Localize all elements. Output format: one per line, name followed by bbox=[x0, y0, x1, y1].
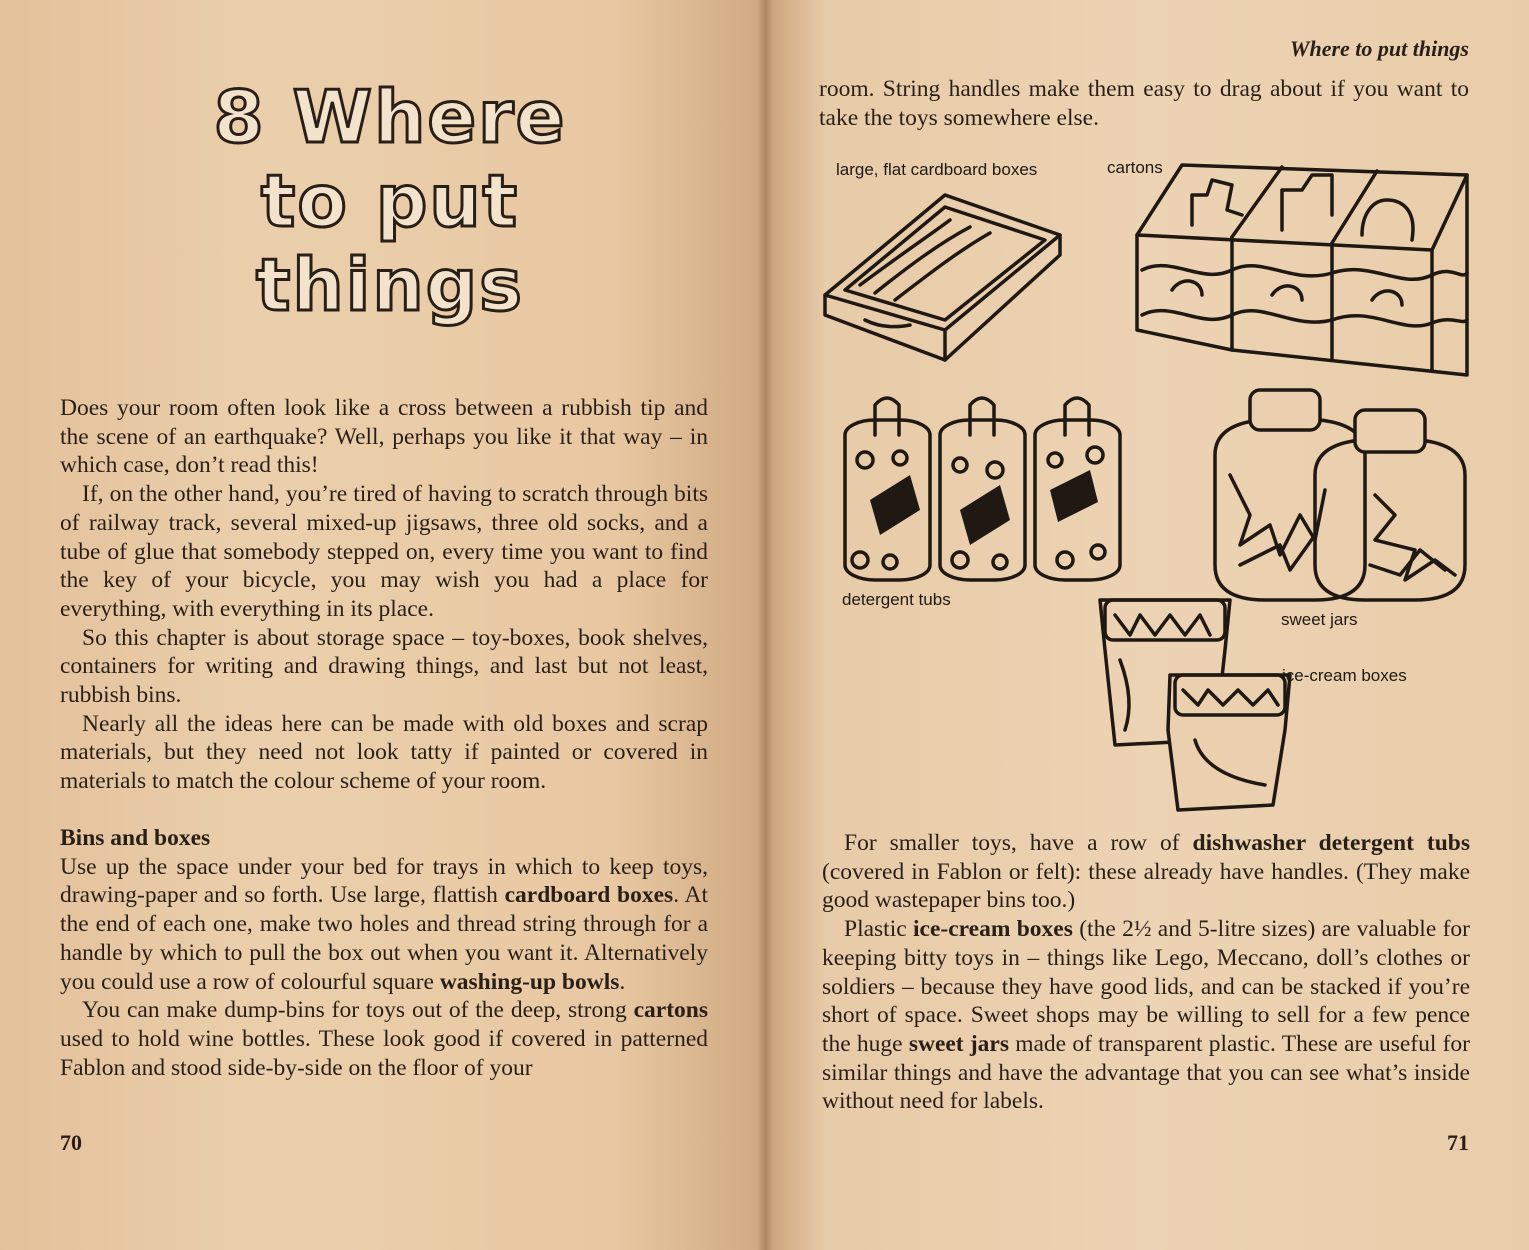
bins-p1-text-a: Use up the space under your bed for trays in which to keep toys, drawing-paper and so forth. Use large, flattish bbox=[60, 853, 708, 909]
bins-p1-bold-a: cardboard boxes bbox=[504, 882, 674, 909]
right-body-text bbox=[822, 829, 1470, 1116]
intro-paragraph-1: Does your room often look like a cross between a rubbish tip and the scene of an earthquake? Well, perhaps you like it that way – in which case, don’t read this! bbox=[60, 395, 708, 479]
bins-p1-text-c: . bbox=[619, 968, 626, 995]
intro-text bbox=[60, 394, 708, 796]
label-detergent-tubs: detergent tubs bbox=[842, 590, 951, 609]
page-number-left: 70 bbox=[60, 1130, 82, 1155]
chapter-title-line2: to put things bbox=[255, 159, 524, 327]
book-spine bbox=[757, 0, 773, 1250]
detergent-text-a: For smaller toys, have a row of bbox=[844, 830, 1193, 856]
sweet-jars-illustration bbox=[1205, 385, 1470, 610]
section-heading: Bins and boxes bbox=[60, 825, 211, 851]
detergent-tubs-illustration bbox=[840, 390, 1130, 590]
bins-p1-bold-b: washing-up bowls bbox=[439, 968, 620, 995]
label-sweet-jars: sweet jars bbox=[1281, 610, 1358, 629]
ice-cream-text-b: (the 2½ and 5-litre sizes) are valuable for keeping bitty toys in – things like Lego, Meccano, doll’s clothes or soldiers – because they have good lids, and can be stacked if you’re short of space. Sweet shops may be willing to sell for a few pence the huge bbox=[822, 916, 1470, 1057]
ice-cream-text-a: Plastic bbox=[844, 916, 913, 943]
continuation-text: room. String handles make them easy to drag about if you want to take the toys somewhere else. bbox=[819, 76, 1469, 131]
ice-cream-text-c: made of transparent plastic. These are useful for similar things and have the advantage that you can see what’s inside without need for labels. bbox=[822, 1030, 1470, 1115]
page-number-right: 71 bbox=[1447, 1130, 1469, 1155]
bins-p1-text-b: . At the end of each one, make two holes and thread string through for a handle by which to pull the box out when you want it. Alternatively you could use a row of colourful square bbox=[60, 882, 708, 995]
ice-cream-paragraph bbox=[822, 915, 1470, 1116]
label-ice-cream-boxes: ice-cream boxes bbox=[1282, 666, 1407, 685]
detergent-bold: dishwasher detergent tubs bbox=[1192, 830, 1470, 856]
bins-paragraph-1 bbox=[60, 853, 708, 997]
bins-p2-bold: cartons bbox=[633, 997, 708, 1024]
cartons-illustration bbox=[1132, 155, 1472, 385]
detergent-text-b: (covered in Fablon or felt): these already have handles. (They make good wastepaper bins too.) bbox=[822, 858, 1470, 914]
cardboard-box-illustration bbox=[820, 185, 1070, 375]
bins-paragraph-2 bbox=[60, 996, 708, 1082]
bins-p2-text-b: used to hold wine bottles. These look good if covered in patterned Fablon and stood side-by-side on the floor of your bbox=[60, 1025, 708, 1081]
bins-section bbox=[60, 824, 708, 1082]
ice-cream-boxes-illustration bbox=[1095, 590, 1295, 815]
chapter-title-line1: 8 Where bbox=[213, 75, 567, 159]
sweet-jars-bold: sweet jars bbox=[908, 1030, 1009, 1057]
running-head: Where to put things bbox=[1289, 36, 1469, 61]
chapter-title bbox=[130, 75, 650, 327]
intro-paragraph-2: If, on the other hand, you’re tired of having to scratch through bits of railway track, several mixed-up jigsaws, three old socks, and a tube of glue that somebody stepped on, every time you want to find the key of your bicycle, you may wish you had a place for everything, with everything in its place. bbox=[60, 481, 708, 622]
ice-cream-bold: ice-cream boxes bbox=[913, 916, 1073, 943]
label-cardboard-boxes: large, flat cardboard boxes bbox=[836, 160, 1038, 179]
bins-p2-text-a: You can make dump-bins for toys out of the deep, strong bbox=[82, 997, 634, 1024]
right-page bbox=[765, 0, 1529, 1250]
intro-paragraph-3: So this chapter is about storage space – toy-boxes, book shelves, containers for writing and drawing things, and last but not least, rubbish bins. bbox=[60, 624, 708, 709]
label-cartons: cartons bbox=[1107, 158, 1163, 177]
intro-paragraph-4: Nearly all the ideas here can be made with old boxes and scrap materials, but they need not look tatty if painted or covered in materials to match the colour scheme of your room. bbox=[60, 710, 708, 795]
detergent-paragraph bbox=[822, 829, 1470, 915]
